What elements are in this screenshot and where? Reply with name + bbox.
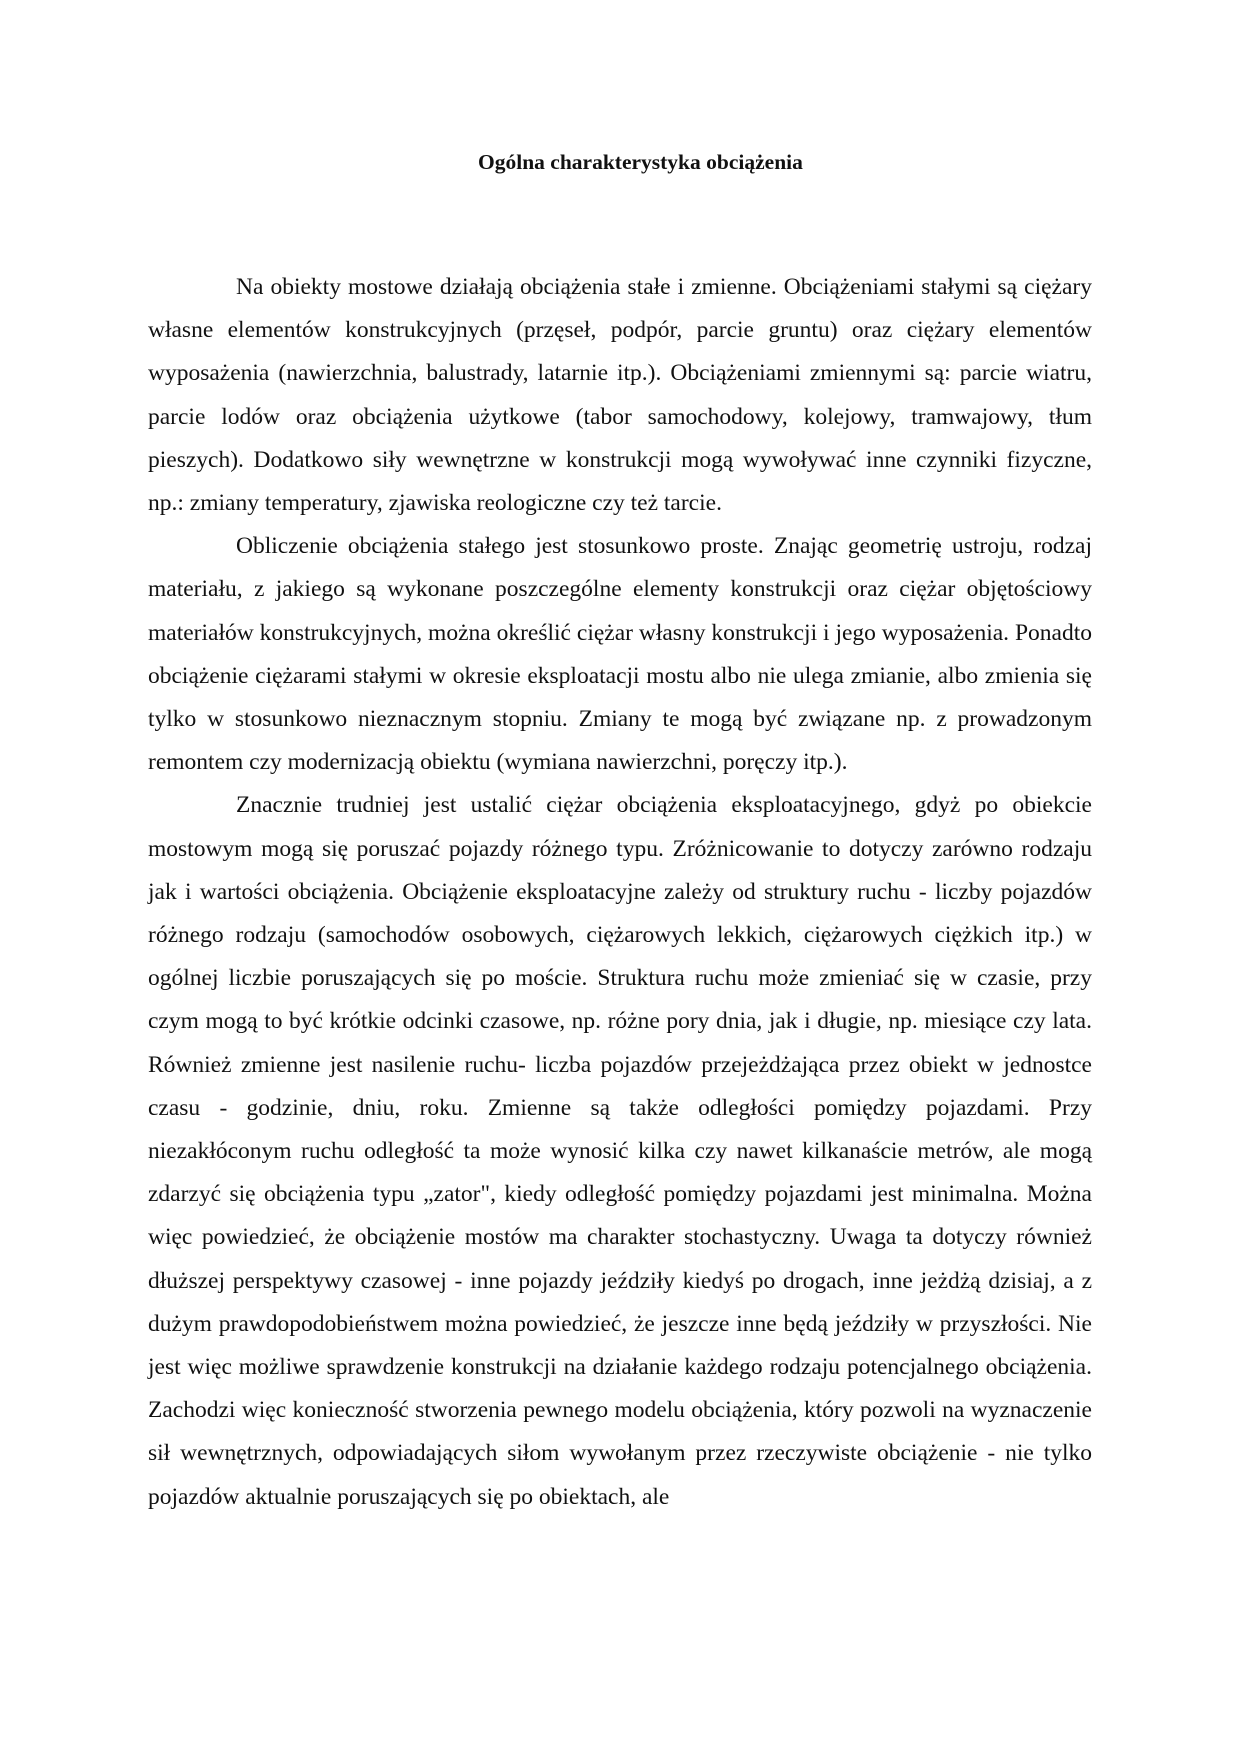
paragraph-traffic-load: Znacznie trudniej jest ustalić ciężar obciążenia eksploatacyjnego, gdyż po obiekcie mostowym mogą się poruszać pojazdy różnego typu. Zróżnicowanie to dotyczy zarówno rodzaju jak i wartości obciążenia. Obciążenie eksploatacyjne zależy od struktury ruchu - liczby pojazdów różnego rodzaju (samochodów osobowych, ciężarowych lekkich, ciężarowych ciężkich itp.) w ogólnej liczbie poruszających się po moście. Struktura ruchu może zmieniać się w czasie, przy czym mogą to być krótkie odcinki czasowe, np. różne pory dnia, jak i długie, np. miesiące czy lata. Również zmienne jest nasilenie ruchu- liczba pojazdów przejeżdżająca przez obiekt w jednostce czasu - godzinie, dniu, roku. Zmienne są także odległości pomiędzy pojazdami. Przy niezakłóconym ruchu odległość ta może wynosić kilka czy nawet kilkanaście metrów, ale mogą zdarzyć się obciążenia typu „zator", kiedy odległość pomiędzy pojazdami jest minimalna. Można więc powiedzieć, że obciążenie mostów ma charakter stochastyczny. Uwaga ta dotyczy również dłuższej perspektywy czasowej - inne pojazdy jeździły kiedyś po drogach, inne jeżdżą dzisiaj, a z dużym prawdopodobieństwem można powiedzieć, że jeszcze inne będą jeździły w przyszłości. Nie jest więc możliwe sprawdzenie konstrukcji na działanie każdego rodzaju potencjalnego obciążenia. Zachodzi więc konieczność stworzenia pewnego modelu obciążenia, który pozwoli na wyznaczenie sił wewnętrznych, odpowiadających siłom wywołanym przez rzeczywiste obciążenie - nie tylko pojazdów aktualnie poruszających się po obiektach, ale — [148, 792, 1092, 1510]
paragraph-dead-load-calculation: Obliczenie obciążenia stałego jest stosunkowo proste. Znając geometrię ustroju, rodzaj materiału, z jakiego są wykonane poszczególne elementy konstrukcji oraz ciężar objętościowy materiałów konstrukcyjnych, można określić ciężar własny konstrukcji i jego wyposażenia. Ponadto obciążenie ciężarami stałymi w okresie eksploatacji mostu albo nie ulega zmianie, albo zmienia się tylko w stosunkowo nieznacznym stopniu. Zmiany te mogą być związane np. z prowadzonym remontem czy modernizacją obiektu (wymiana nawierzchni, poręczy itp.). — [148, 533, 1092, 776]
document-title: Ogólna charakterystyka obciążenia — [478, 150, 803, 174]
document-body — [148, 266, 1092, 1519]
paragraph-dead-and-live-loads: Na obiekty mostowe działają obciążenia stałe i zmienne. Obciążeniami stałymi są ciężary własne elementów konstrukcyjnych (przęseł, podpór, parcie gruntu) oraz ciężary elementów wyposażenia (nawierzchnia, balustrady, latarnie itp.). Obciążeniami zmiennymi są: parcie wiatru, parcie lodów oraz obciążenia użytkowe (tabor samochodowy, kolejowy, tramwajowy, tłum pieszych). Dodatkowo siły wewnętrzne w konstrukcji mogą wywoływać inne czynniki fizyczne, np.: zmiany temperatury, zjawiska reologiczne czy też tarcie. — [148, 274, 1092, 517]
